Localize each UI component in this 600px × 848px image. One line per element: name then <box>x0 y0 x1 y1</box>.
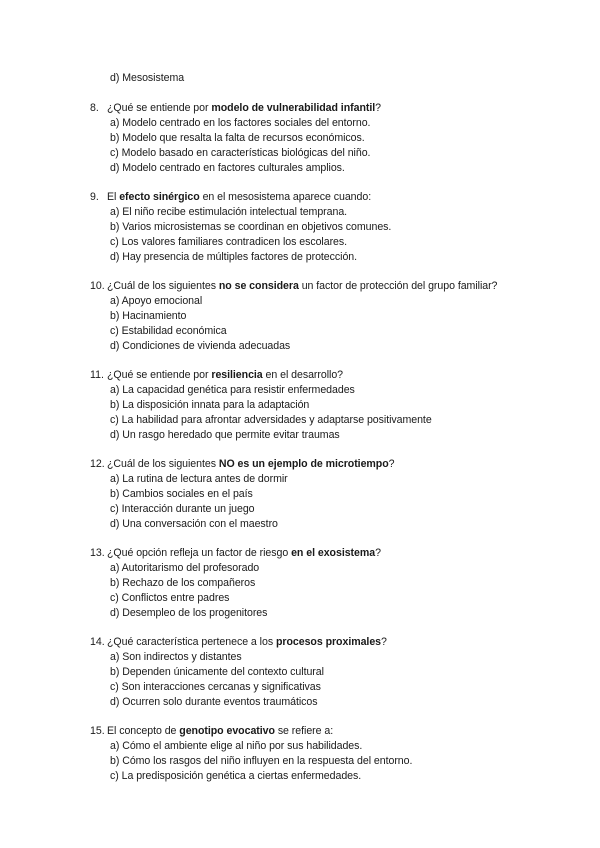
option-c: c) Los valores familiares contradicen los escolares. <box>110 236 348 248</box>
stem-emphasis: procesos proximales <box>275 636 382 648</box>
option-d: d) Condiciones de vivienda adecuadas <box>110 340 291 352</box>
question-stem: ¿Qué se entiende por resiliencia en el desarrollo? <box>107 369 344 381</box>
question-stem: El efecto sinérgico en el mesosistema aparece cuando: <box>107 191 372 203</box>
question-stem: ¿Qué característica pertenece a los procesos proximales? <box>107 636 387 648</box>
option-a: a) Apoyo emocional <box>110 295 203 307</box>
question-number: 9. <box>90 191 99 203</box>
option-c: c) Son interacciones cercanas y significativas <box>110 681 321 693</box>
option-b: b) Hacinamiento <box>110 310 187 322</box>
option-d: d) Ocurren solo durante eventos traumáticos <box>110 696 318 708</box>
option-a: a) Modelo centrado en los factores sociales del entorno. <box>110 117 371 129</box>
question-stem: El concepto de genotipo evocativo se refiere a: <box>107 725 334 737</box>
option-b: b) Varios microsistemas se coordinan en objetivos comunes. <box>110 221 392 233</box>
stem-emphasis: resiliencia <box>211 369 263 381</box>
option-c: c) Interacción durante un juego <box>110 503 255 515</box>
question-number: 11. <box>90 369 104 381</box>
option-a: a) Son indirectos y distantes <box>110 651 242 663</box>
option-d: d) Una conversación con el maestro <box>110 518 278 530</box>
option-d: d) Desempleo de los progenitores <box>110 607 268 619</box>
option-d: d) Un rasgo heredado que permite evitar traumas <box>110 429 340 441</box>
option-b: b) Dependen únicamente del contexto cultural <box>110 666 324 678</box>
question-stem: ¿Qué se entiende por modelo de vulnerabilidad infantil? <box>107 102 381 114</box>
option-c: c) La habilidad para afrontar adversidades y adaptarse positivamente <box>110 414 432 426</box>
question-number: 15. <box>90 725 105 737</box>
option-c: c) Conflictos entre padres <box>110 592 230 604</box>
question-stem: ¿Cuál de los siguientes NO es un ejemplo de microtiempo? <box>107 458 395 470</box>
option-b: b) Rechazo de los compañeros <box>110 577 256 589</box>
question-number: 8. <box>90 102 99 114</box>
option-a: a) Autoritarismo del profesorado <box>110 562 260 574</box>
option-b: b) Cómo los rasgos del niño influyen en la respuesta del entorno. <box>110 755 413 767</box>
option-b: b) Cambios sociales en el país <box>110 488 253 500</box>
question-number: 13. <box>90 547 105 559</box>
option-a: a) El niño recibe estimulación intelectual temprana. <box>110 206 348 218</box>
stem-emphasis: modelo de vulnerabilidad infantil <box>211 102 376 114</box>
option-a: a) La capacidad genética para resistir enfermedades <box>110 384 355 396</box>
option-c: c) Modelo basado en características biológicas del niño. <box>110 147 371 159</box>
stem-emphasis: no se considera <box>218 280 299 292</box>
stem-emphasis: genotipo evocativo <box>179 725 275 737</box>
option-b: b) La disposición innata para la adaptación <box>110 399 310 411</box>
option-c: c) Estabilidad económica <box>110 325 227 337</box>
stem-emphasis: en el exosistema <box>291 547 376 559</box>
question-number: 12. <box>90 458 105 470</box>
option-c: c) La predisposición genética a ciertas enfermedades. <box>110 770 362 782</box>
question-stem: ¿Qué opción refleja un factor de riesgo en el exosistema? <box>107 547 381 559</box>
option-line: d) Mesosistema <box>110 72 185 84</box>
option-d: d) Hay presencia de múltiples factores de protección. <box>110 251 358 263</box>
question-stem: ¿Cuál de los siguientes no se considera un factor de protección del grupo familiar? <box>107 280 498 292</box>
stem-emphasis: NO es un ejemplo de microtiempo <box>218 458 389 470</box>
option-d: d) Modelo centrado en factores culturales amplios. <box>110 162 345 174</box>
question-number: 10. <box>90 280 105 292</box>
question-number: 14. <box>90 636 105 648</box>
stem-emphasis: efecto sinérgico <box>119 191 200 203</box>
option-a: a) Cómo el ambiente elige al niño por sus habilidades. <box>110 740 363 752</box>
option-a: a) La rutina de lectura antes de dormir <box>110 473 288 485</box>
option-b: b) Modelo que resalta la falta de recursos económicos. <box>110 132 365 144</box>
